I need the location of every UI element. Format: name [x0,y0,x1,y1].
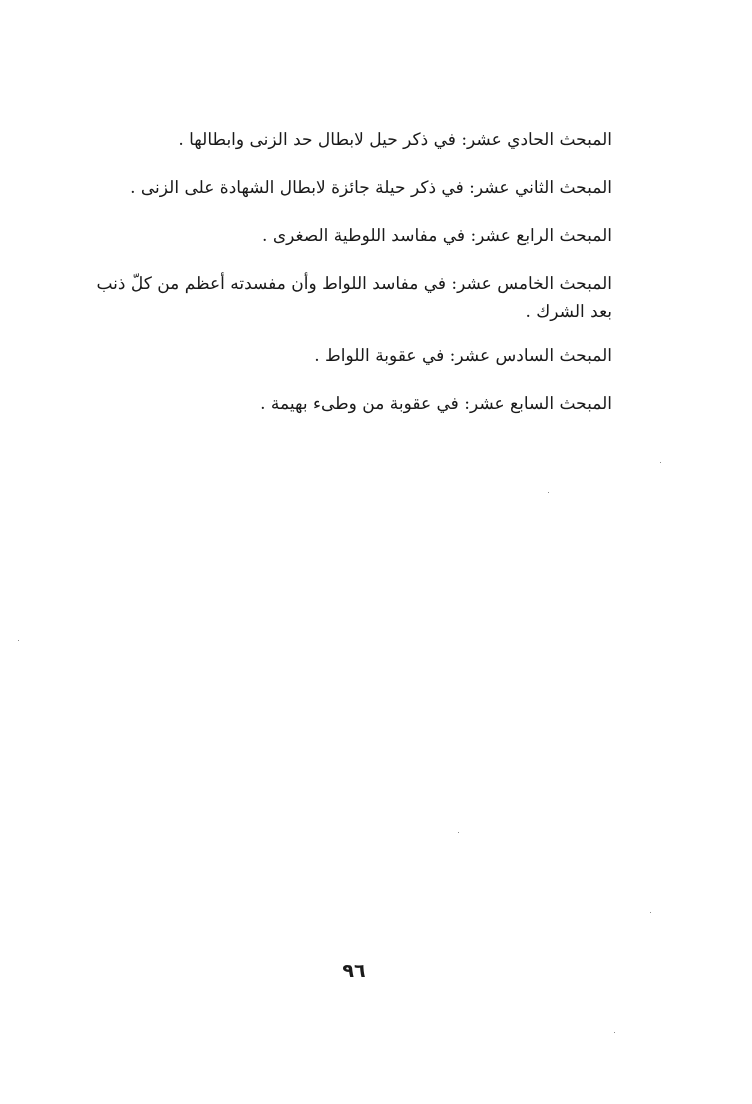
entry-title: في ذكر حيلة جائزة لابطال الشهادة على الزنى . [130,178,464,198]
scan-speck [614,1032,615,1033]
entry-title: في عقوبة اللواط . [314,346,445,366]
scan-speck [548,492,549,493]
toc-entry-17 [80,390,612,418]
scan-speck [650,912,651,913]
entry-heading: المبحث السادس عشر: [449,346,612,366]
entry-title: في ذكر حيل لابطال حد الزنى وابطالها . [178,130,456,150]
entry-heading: المبحث السابع عشر: [464,394,612,414]
entry-heading: المبحث الثاني عشر: [469,178,612,198]
scan-speck [458,832,459,833]
entry-heading: المبحث الرابع عشر: [470,226,612,246]
entry-title: في عقوبة من وطىء بهيمة . [260,394,459,414]
entry-title: في مفاسد اللواط وأن مفسدته أعظم من كلّ ذنب بعد الشرك . [96,274,612,322]
table-of-contents [80,126,612,438]
scan-speck [660,462,661,463]
toc-entry-12 [80,174,612,202]
entry-heading: المبحث الخامس عشر: [451,274,612,294]
toc-entry-16 [80,342,612,370]
page-number-text: ٩٦ [342,960,366,982]
scan-speck [18,640,19,641]
toc-entry-14 [80,222,612,250]
toc-entry-11 [80,126,612,154]
page-number [0,960,752,982]
entry-title: في مفاسد اللوطية الصغرى . [262,226,466,246]
entry-heading: المبحث الحادي عشر: [461,130,612,150]
toc-entry-15 [80,270,612,326]
